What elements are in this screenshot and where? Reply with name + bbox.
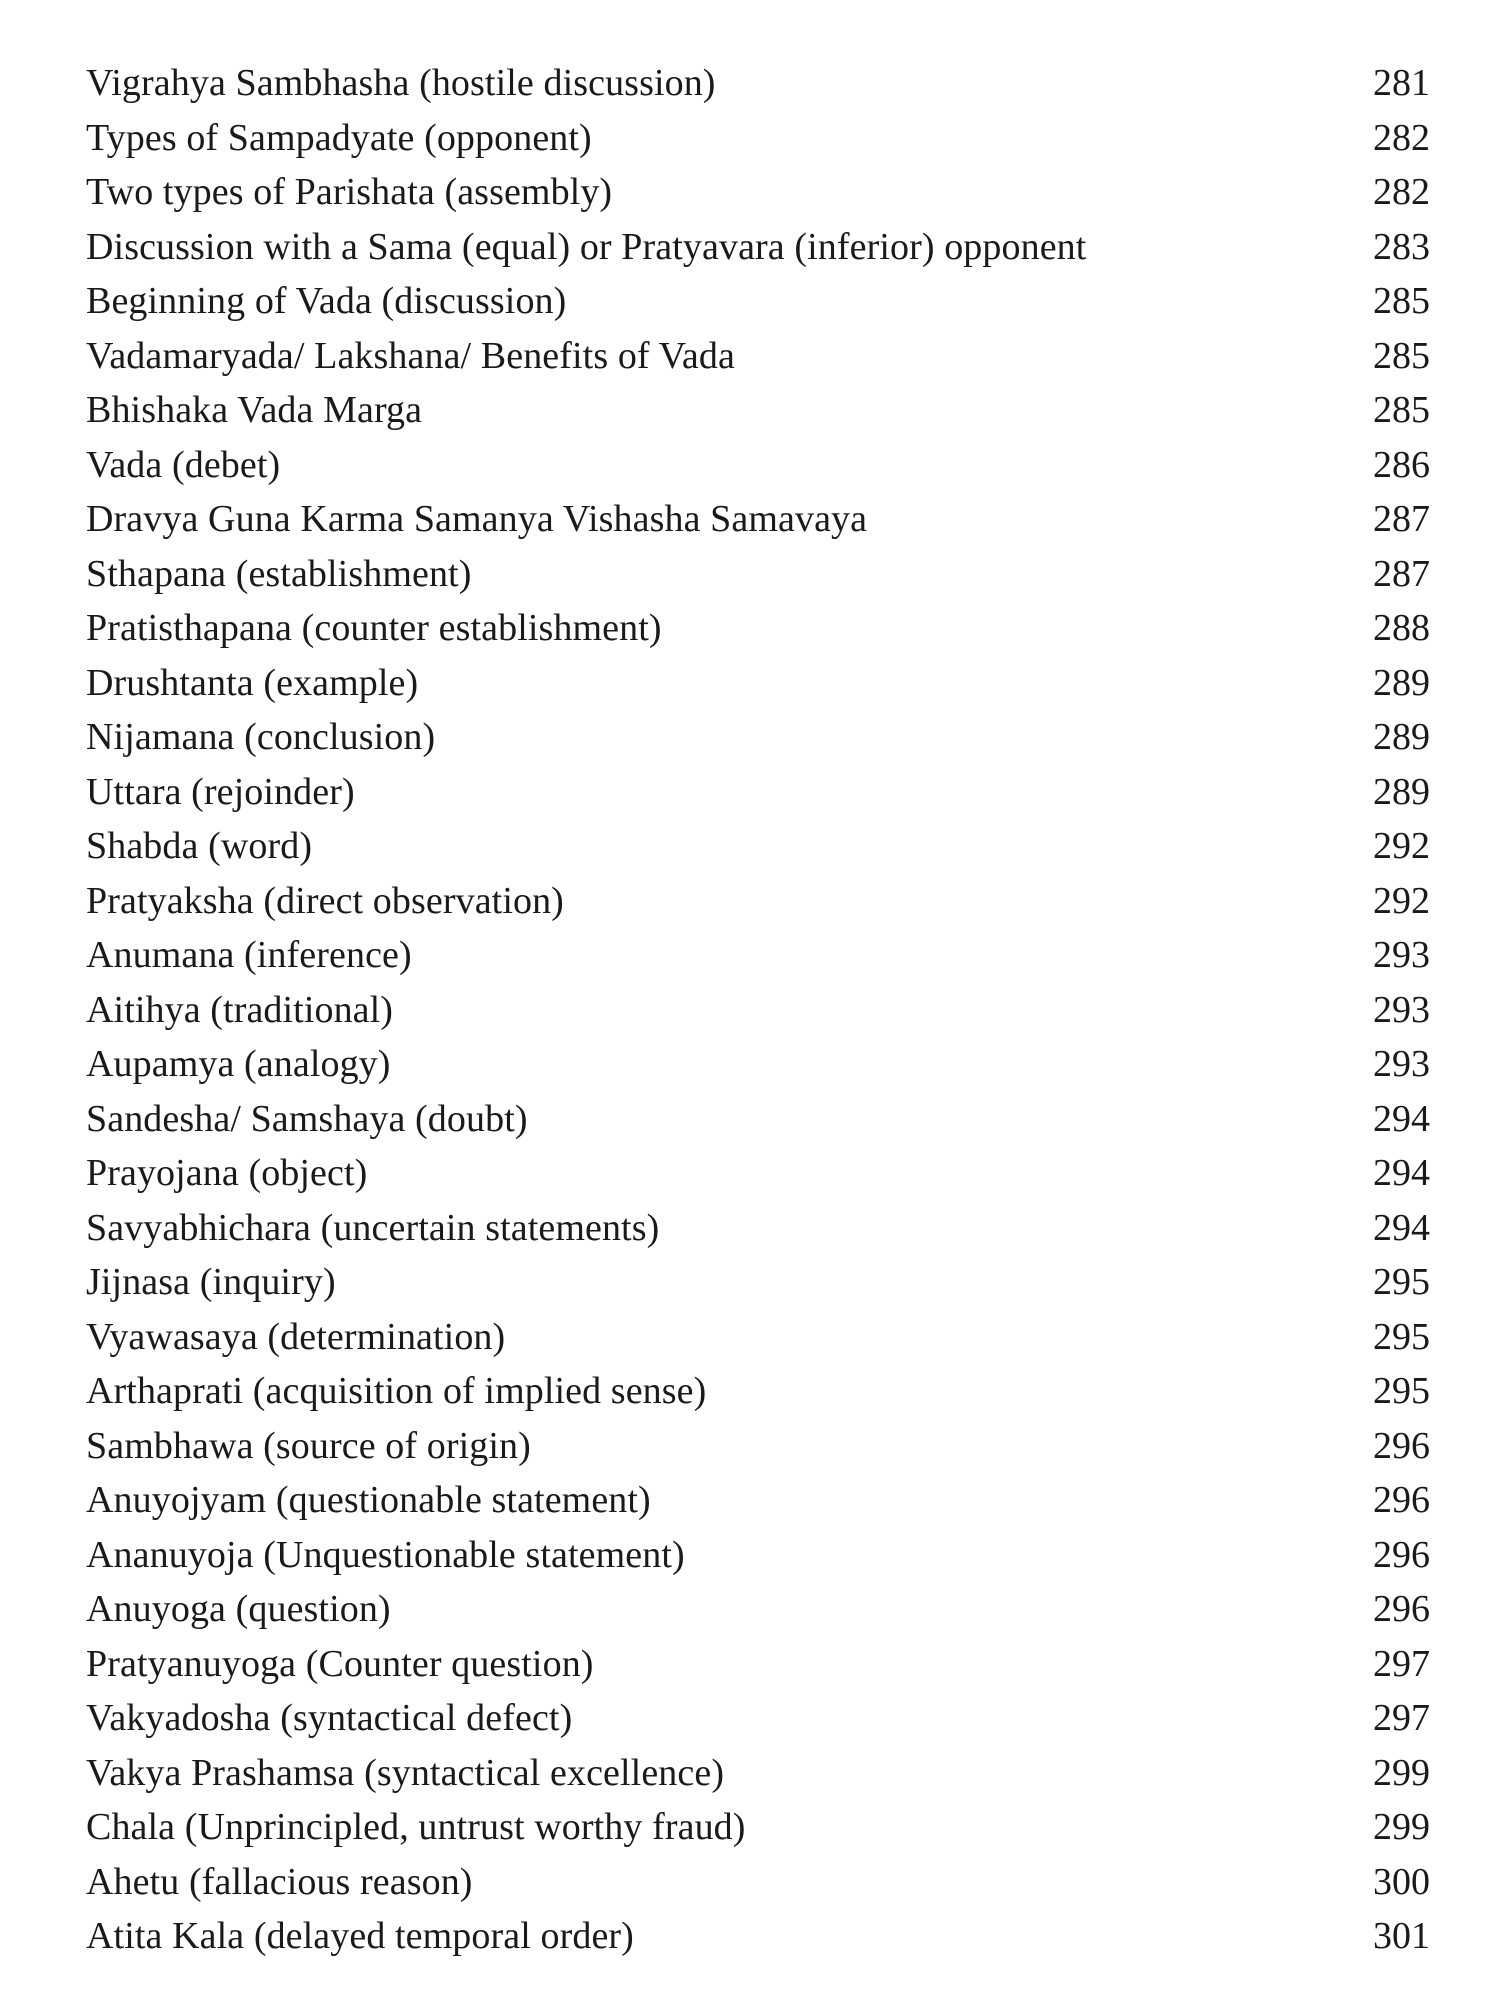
toc-entry-title: Nijamana (conclusion) <box>86 716 436 758</box>
toc-entry <box>0 1310 1500 1365</box>
toc-entry-title: Pratyaksha (direct observation) <box>86 879 564 922</box>
toc-entry-page-number: 285 <box>1373 334 1430 377</box>
toc-entry-title: Pratisthapana (counter establishment) <box>86 607 662 649</box>
toc-entry <box>0 274 1500 329</box>
toc-entry-page-number: 294 <box>1373 1206 1430 1249</box>
toc-entry-page-number: 286 <box>1373 443 1430 486</box>
toc-entry-title: Beginning of Vada (discussion) <box>86 280 567 322</box>
toc-entry-page-number: 287 <box>1373 498 1430 540</box>
toc-entry-page-number: 289 <box>1373 661 1430 704</box>
toc-entry-page-number: 293 <box>1373 988 1430 1031</box>
toc-entry <box>0 1364 1500 1419</box>
toc-entry-page-number: 282 <box>1373 171 1430 213</box>
toc-entry <box>0 1419 1500 1474</box>
table-of-contents <box>0 56 1500 1964</box>
toc-entry <box>0 1201 1500 1256</box>
toc-entry-title: Chala (Unprincipled, untrust worthy fraud) <box>86 1806 746 1848</box>
toc-entry-title: Aupamya (analogy) <box>86 1043 391 1085</box>
toc-entry-page-number: 287 <box>1373 552 1430 595</box>
toc-entry-title: Anumana (inference) <box>86 934 412 976</box>
toc-entry <box>0 1473 1500 1528</box>
toc-entry-page-number: 288 <box>1373 607 1430 649</box>
toc-entry-page-number: 296 <box>1373 1424 1430 1467</box>
toc-entry-title: Prayojana (object) <box>86 1152 368 1194</box>
toc-entry <box>0 438 1500 493</box>
toc-entry-page-number: 296 <box>1373 1479 1430 1521</box>
toc-entry-page-number: 295 <box>1373 1315 1430 1358</box>
toc-entry-title: Dravya Guna Karma Samanya Vishasha Samavaya <box>86 498 868 540</box>
toc-entry <box>0 1582 1500 1637</box>
toc-entry <box>0 165 1500 220</box>
toc-entry-page-number: 299 <box>1373 1751 1430 1794</box>
toc-entry <box>0 983 1500 1038</box>
toc-entry-page-number: 297 <box>1373 1642 1430 1685</box>
toc-entry-page-number: 289 <box>1373 716 1430 758</box>
toc-entry-title: Vadamaryada/ Lakshana/ Benefits of Vada <box>86 334 735 377</box>
toc-entry-page-number: 285 <box>1373 389 1430 431</box>
toc-entry-page-number: 283 <box>1373 225 1430 268</box>
toc-entry-page-number: 294 <box>1373 1097 1430 1140</box>
toc-entry-page-number: 282 <box>1373 116 1430 159</box>
toc-entry-page-number: 292 <box>1373 825 1430 867</box>
toc-entry <box>0 1855 1500 1910</box>
toc-entry-page-number: 295 <box>1373 1261 1430 1303</box>
toc-entry-page-number: 293 <box>1373 934 1430 976</box>
toc-entry-page-number: 294 <box>1373 1152 1430 1194</box>
toc-entry-title: Uttara (rejoinder) <box>86 770 355 813</box>
toc-entry <box>0 547 1500 602</box>
toc-entry-page-number: 297 <box>1373 1697 1430 1739</box>
toc-entry-page-number: 292 <box>1373 879 1430 922</box>
toc-entry-title: Savyabhichara (uncertain statements) <box>86 1206 660 1249</box>
toc-entry <box>0 601 1500 656</box>
toc-entry-page-number: 295 <box>1373 1370 1430 1412</box>
toc-entry-title: Shabda (word) <box>86 825 313 867</box>
toc-entry-title: Arthaprati (acquisition of implied sense) <box>86 1370 707 1412</box>
toc-entry <box>0 1800 1500 1855</box>
toc-entry <box>0 656 1500 711</box>
toc-entry-page-number: 300 <box>1373 1860 1430 1903</box>
toc-entry-title: Sambhawa (source of origin) <box>86 1424 531 1467</box>
toc-entry <box>0 1255 1500 1310</box>
toc-entry-page-number: 281 <box>1373 62 1430 104</box>
toc-entry-title: Atita Kala (delayed temporal order) <box>86 1915 634 1957</box>
toc-entry-title: Vada (debet) <box>86 443 281 486</box>
toc-entry-title: Vyawasaya (determination) <box>86 1315 506 1358</box>
toc-entry-title: Sthapana (establishment) <box>86 552 472 595</box>
toc-entry <box>0 1528 1500 1583</box>
toc-entry-page-number: 293 <box>1373 1043 1430 1085</box>
toc-entry-title: Types of Sampadyate (opponent) <box>86 116 592 159</box>
toc-entry <box>0 492 1500 547</box>
toc-entry-page-number: 285 <box>1373 280 1430 322</box>
toc-entry <box>0 819 1500 874</box>
toc-entry <box>0 1746 1500 1801</box>
toc-entry-title: Vakya Prashamsa (syntactical excellence) <box>86 1751 725 1794</box>
toc-entry-title: Two types of Parishata (assembly) <box>86 171 613 213</box>
toc-entry-title: Anuyojyam (questionable statement) <box>86 1479 651 1521</box>
toc-entry-page-number: 299 <box>1373 1806 1430 1848</box>
toc-entry <box>0 383 1500 438</box>
toc-entry <box>0 220 1500 275</box>
toc-entry <box>0 1146 1500 1201</box>
toc-entry-title: Vakyadosha (syntactical defect) <box>86 1697 573 1739</box>
toc-entry-title: Ahetu (fallacious reason) <box>86 1860 473 1903</box>
toc-entry <box>0 1691 1500 1746</box>
toc-entry <box>0 1092 1500 1147</box>
toc-entry-title: Vigrahya Sambhasha (hostile discussion) <box>86 62 716 104</box>
toc-entry-title: Ananuyoja (Unquestionable statement) <box>86 1533 685 1576</box>
toc-entry-title: Pratyanuyoga (Counter question) <box>86 1642 594 1685</box>
toc-entry-title: Bhishaka Vada Marga <box>86 389 423 431</box>
toc-entry-page-number: 296 <box>1373 1533 1430 1576</box>
toc-entry <box>0 329 1500 384</box>
toc-entry-page-number: 296 <box>1373 1588 1430 1630</box>
toc-entry-title: Anuyoga (question) <box>86 1588 391 1630</box>
toc-entry <box>0 1637 1500 1692</box>
toc-entry <box>0 710 1500 765</box>
toc-entry <box>0 1037 1500 1092</box>
toc-entry-page-number: 301 <box>1373 1915 1430 1957</box>
toc-entry <box>0 56 1500 111</box>
toc-entry-title: Jijnasa (inquiry) <box>86 1261 336 1303</box>
toc-entry-page-number: 289 <box>1373 770 1430 813</box>
toc-entry <box>0 928 1500 983</box>
toc-entry <box>0 765 1500 820</box>
toc-entry-title: Sandesha/ Samshaya (doubt) <box>86 1097 528 1140</box>
toc-entry <box>0 111 1500 166</box>
toc-entry-title: Discussion with a Sama (equal) or Pratyavara (inferior) opponent <box>86 225 1087 268</box>
toc-entry-title: Drushtanta (example) <box>86 661 419 704</box>
toc-entry <box>0 1909 1500 1964</box>
toc-entry <box>0 874 1500 929</box>
toc-entry-title: Aitihya (traditional) <box>86 988 394 1031</box>
